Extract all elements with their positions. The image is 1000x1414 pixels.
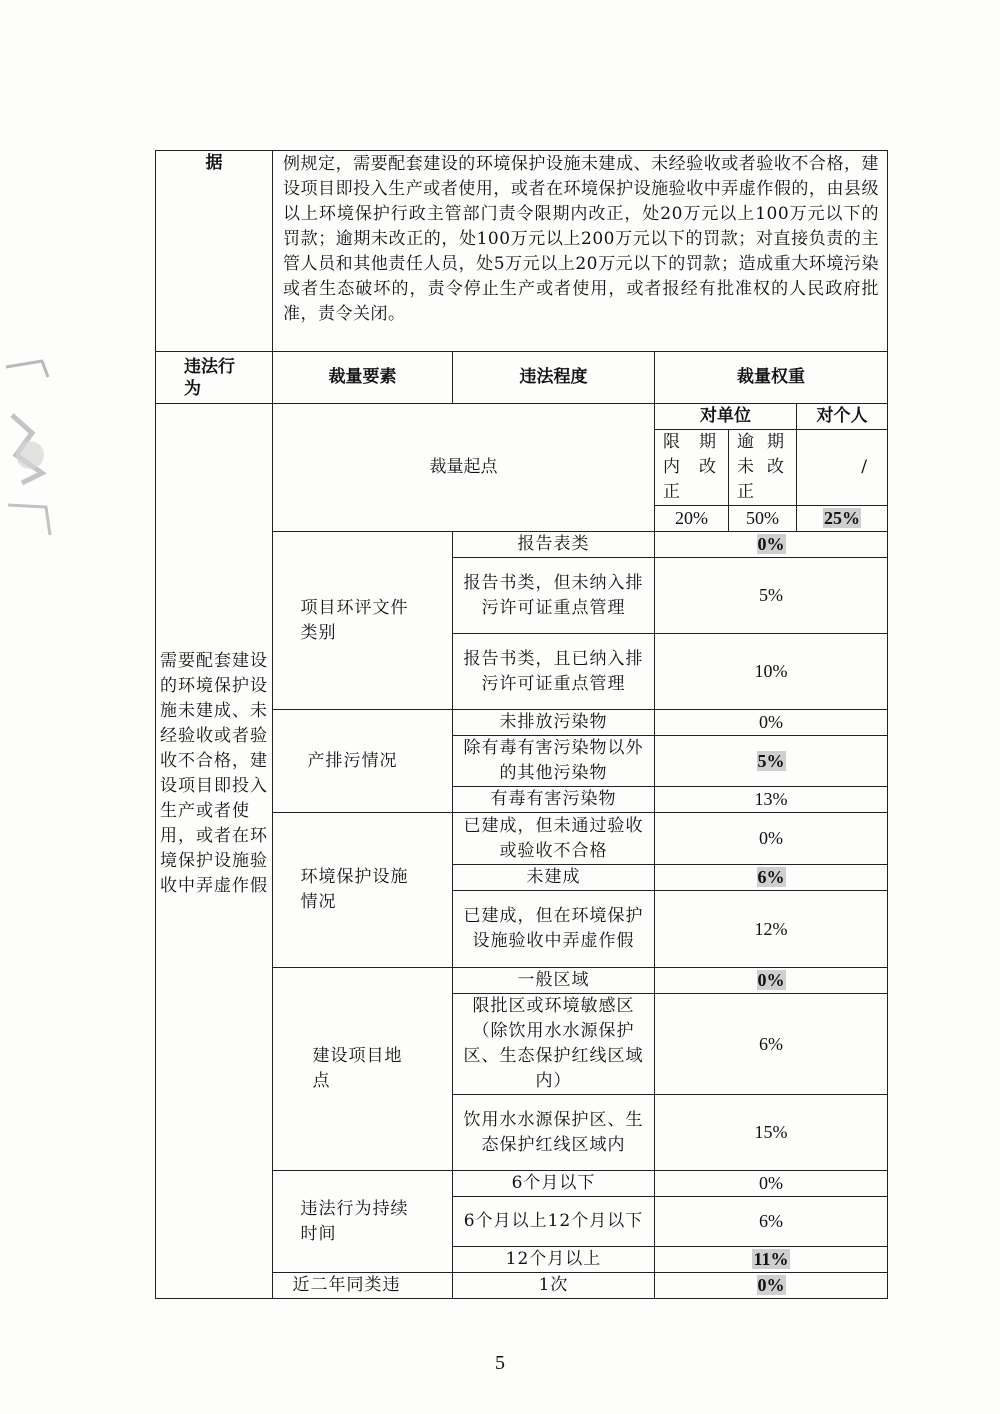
to-person-header: 对个人 (797, 404, 888, 430)
violation-degree: 有毒有害污染物 (453, 787, 655, 813)
violation-degree: 已建成，但在环境保护设施验收中弄虚作假 (453, 891, 655, 968)
header-element: 裁量要素 (273, 352, 453, 404)
overdue-label: 逾期未改正 (729, 430, 797, 506)
overdue-value: 50% (729, 506, 797, 532)
weight-value: 13% (655, 787, 888, 813)
weight-value: 0% (655, 1171, 888, 1197)
factor-name: 产排污情况 (273, 710, 453, 813)
to-unit-header: 对单位 (655, 404, 797, 430)
weight-value: 6% (655, 865, 888, 891)
weight-value: 5% (655, 736, 888, 787)
violation-degree: 报告书类，但未纳入排污许可证重点管理 (453, 558, 655, 634)
factor-name: 环境保护设施情况 (273, 813, 453, 968)
weight-value: 0% (655, 710, 888, 736)
violation-degree: 12个月以上 (453, 1247, 655, 1273)
violation-degree: 限批区或环境敏感区（除饮用水水源保护区、生态保护红线区域内） (453, 994, 655, 1095)
violation-degree: 未排放污染物 (453, 710, 655, 736)
weight-value: 0% (655, 1273, 888, 1299)
basis-label: 据 (156, 151, 273, 352)
starting-row-1 (156, 404, 888, 430)
person-value: 25% (797, 506, 888, 532)
weight-value: 0% (655, 968, 888, 994)
violation-degree: 除有毒有害污染物以外的其他污染物 (453, 736, 655, 787)
legal-basis-row (156, 151, 888, 352)
weight-value: 6% (655, 994, 888, 1095)
weight-value: 11% (655, 1247, 888, 1273)
factor-name: 建设项目地点 (273, 968, 453, 1171)
violation-degree: 一般区域 (453, 968, 655, 994)
weight-value: 12% (655, 891, 888, 968)
weight-value: 15% (655, 1095, 888, 1171)
weight-value: 0% (655, 532, 888, 558)
within-deadline-value: 20% (655, 506, 729, 532)
starting-point-label: 裁量起点 (273, 404, 655, 532)
weight-value: 6% (655, 1197, 888, 1247)
violation-degree: 6个月以下 (453, 1171, 655, 1197)
violation-degree: 6个月以上12个月以下 (453, 1197, 655, 1247)
violation-degree: 饮用水水源保护区、生态保护红线区域内 (453, 1095, 655, 1171)
weight-value: 10% (655, 634, 888, 710)
violation-degree: 已建成，但未通过验收或验收不合格 (453, 813, 655, 865)
factor-name: 项目环评文件类别 (273, 532, 453, 710)
violation-degree: 未建成 (453, 865, 655, 891)
header-degree: 违法程度 (453, 352, 655, 404)
weight-value: 5% (655, 558, 888, 634)
header-row (156, 352, 888, 404)
red-seal-stamp-fragment (2, 355, 54, 555)
header-act: 违法行为 (156, 352, 273, 404)
header-weight: 裁量权重 (655, 352, 888, 404)
penalty-discretion-table (155, 150, 888, 1299)
page-number: 5 (495, 1352, 505, 1374)
person-sub-label: / (797, 430, 888, 506)
violation-degree: 1次 (453, 1273, 655, 1299)
within-deadline-label: 限期内改正 (655, 430, 729, 506)
weight-value: 0% (655, 813, 888, 865)
basis-text: 例规定，需要配套建设的环境保护设施未建成、未经验收或者验收不合格，建设项目即投入生产或者使用，或者在环境保护设施验收中弄虚作假的，由县级以上环境保护行政主管部门责令限期内改正，处20万元以上100万元以下的罚款；逾期未改正的，处100万元以上200万元以下的罚款；对直接负责的主管人员和其他责任人员，处5万元以上20万元以下的罚款；造成重大环境污染或者生态破坏的，责令停止生产或者使用，或者报经有批准权的人民政府批准，责令关闭。 (273, 151, 888, 352)
violation-act-description: 需要配套建设的环境保护设施未建成、未经验收或者验收不合格，建设项目即投入生产或者使用，或者在环境保护设施验收中弄虚作假 (156, 404, 273, 1299)
factor-name: 近二年同类违 (273, 1273, 453, 1299)
violation-degree: 报告书类，且已纳入排污许可证重点管理 (453, 634, 655, 710)
violation-degree: 报告表类 (453, 532, 655, 558)
factor-name: 违法行为持续时间 (273, 1171, 453, 1273)
